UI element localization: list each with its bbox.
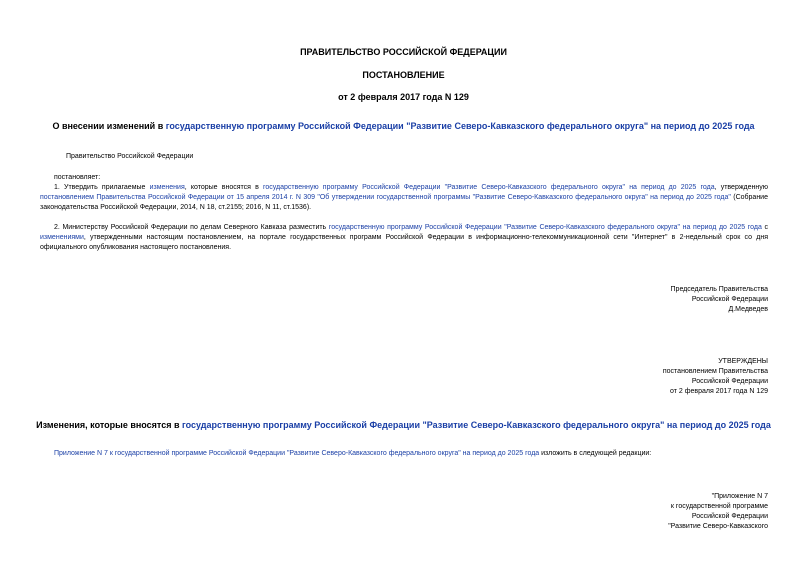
p1-program-link[interactable]: государственную программу Российской Федерации "Развитие Северо-Кавказского федерального округа" на период до 2025 года [262, 184, 715, 191]
appendix-header [468, 492, 768, 532]
p1-text-d: (Собрание законодательства Российской Федерации, 2014, N 18, ст.2155; 2016, N 11, ст.1536). [40, 194, 768, 211]
p1-text-b: , которые вносятся в [184, 184, 263, 191]
p1-changes-link[interactable]: изменения [149, 184, 185, 191]
approved-date: от 2 февраля 2017 года N 129 [670, 388, 768, 395]
approved-federation: Российской Федерации [691, 378, 768, 385]
appendix-header-line1: "Приложение N 7 [711, 493, 768, 500]
paragraph-1 [40, 183, 768, 213]
government-name: ПРАВИТЕЛЬСТВО РОССИЙСКОЙ ФЕДЕРАЦИИ [300, 47, 507, 57]
appendix-paragraph [54, 449, 768, 459]
appendix-header-line2: к государственной программе [670, 503, 768, 510]
p2-text-c: , утвержденными настоящим постановлением, на портале государственных программ Российской Федерации в информационно-телекоммуникационной сети "Интернет" в 2-недельный срок со дня официального опубликования настоящего постановления. [40, 234, 768, 251]
p1-resolution-link[interactable]: постановлением Правительства Российской Федерации от 15 апреля 2014 г. N 309 "Об утверждении государственной программы "Развитие Северо-Кавказского федерального округа" на период до 2025 года" [40, 194, 731, 201]
document-type: ПОСТАНОВЛЕНИЕ [362, 70, 445, 80]
p2-text-b: с [761, 224, 768, 231]
title-prefix: О внесении изменений в [52, 121, 166, 131]
document-date-number: от 2 февраля 2017 года N 129 [338, 92, 469, 102]
p1-text-c: , утвержденную [714, 184, 768, 191]
appendix-7-link[interactable]: Приложение N 7 к государственной программе Российской Федерации "Развитие Северо-Кавказского федерального округа" на период до 2025 года [54, 450, 540, 457]
approved-block [468, 357, 768, 397]
appendix-header-line3: Российской Федерации [691, 513, 768, 520]
appendix-header-line4: "Развитие Северо-Кавказского [668, 523, 768, 530]
changes-title-program-link[interactable]: государственную программу Российской Федерации "Развитие Северо-Кавказского федерального округа" на период до 2025 года [182, 420, 771, 430]
approved-by: постановлением Правительства [662, 368, 768, 375]
document-title [0, 121, 807, 131]
signature-name: Д.Медведев [728, 306, 768, 313]
p2-program-link[interactable]: государственную программу Российской Федерации "Развитие Северо-Кавказского федерального округа" на период до 2025 года [328, 224, 762, 231]
approved-label: УТВЕРЖДЕНЫ [718, 358, 768, 365]
signature-block [468, 285, 768, 315]
signature-position: Председатель Правительства [670, 286, 768, 293]
title-program-link[interactable]: государственную программу Российской Федерации "Развитие Северо-Кавказского федерального округа" на период до 2025 года [165, 121, 755, 131]
intro-government: Правительство Российской Федерации [66, 153, 194, 160]
p1-text-a: 1. Утвердить прилагаемые [54, 184, 150, 191]
appendix-paragraph-rest: изложить в следующей редакции: [539, 450, 652, 457]
p2-text-a: 2. Министерству Российской Федерации по делам Северного Кавказа разместить [54, 224, 329, 231]
p2-changes-link[interactable]: изменениями [40, 234, 84, 241]
paragraph-2 [40, 223, 768, 253]
changes-title [0, 420, 807, 430]
changes-title-prefix: Изменения, которые вносятся в [36, 420, 183, 430]
intro-decrees: постановляет: [54, 174, 101, 181]
signature-federation: Российской Федерации [691, 296, 768, 303]
